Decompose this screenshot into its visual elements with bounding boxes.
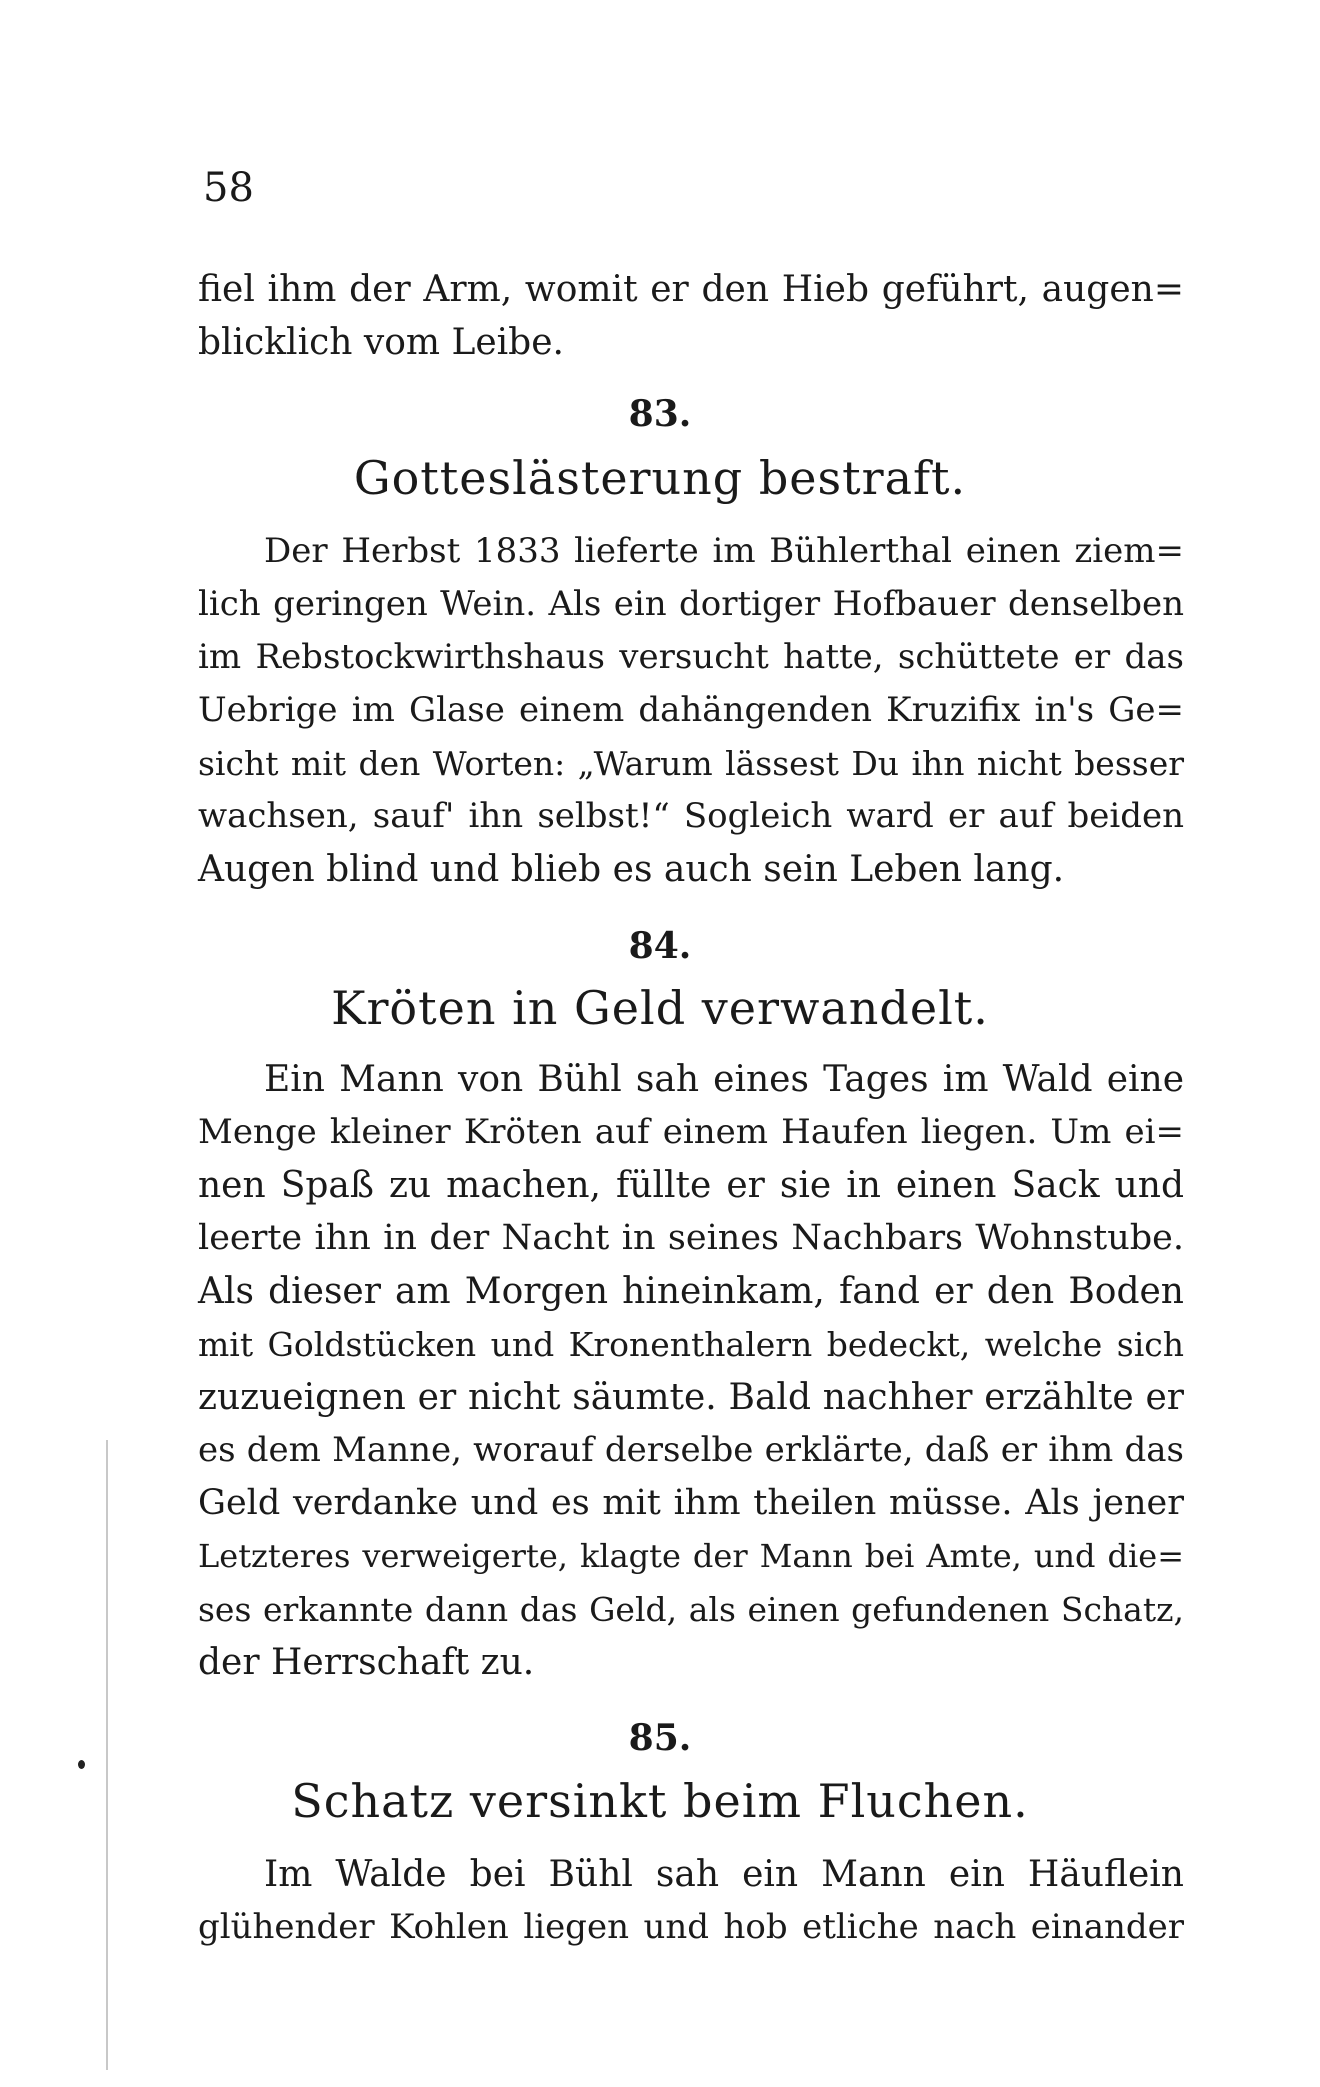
text-line: Der Herbst 1833 lieferte im Bühlerthal einen ziem= xyxy=(264,531,1184,571)
text-line: es dem Manne, worauf derselbe erklärte, daß er ihm das xyxy=(198,1430,1184,1470)
section-paragraph xyxy=(198,1053,1184,1689)
section-title: Gotteslästerung bestraft. xyxy=(353,451,967,505)
text-line: Augen blind und blieb es auch sein Leben lang. xyxy=(198,849,1065,890)
text-line: glühender Kohlen liegen und hob etliche nach einander xyxy=(198,1907,1184,1947)
text-line: Als dieser am Morgen hineinkam, fand er den Boden xyxy=(198,1271,1184,1312)
intro-paragraph xyxy=(198,263,1184,369)
text-line: Uebrige im Glase einem dahängenden Kruzifix in's Ge= xyxy=(198,690,1184,730)
text-line: nen Spaß zu machen, füllte er sie in einen Sack und xyxy=(198,1165,1184,1206)
text-line: ses erkannte dann das Geld, als einen gefundenen Schatz, xyxy=(198,1590,1184,1629)
section-title: Schatz versinkt beim Fluchen. xyxy=(291,1774,1029,1828)
text-line: lich geringen Wein. Als ein dortiger Hofbauer denselben xyxy=(198,584,1184,624)
text-line: fiel ihm der Arm, womit er den Hieb geführt, augen= xyxy=(198,269,1184,310)
text-line: Menge kleiner Kröten auf einem Haufen liegen. Um ei= xyxy=(198,1112,1184,1152)
text-line: Ein Mann von Bühl sah eines Tages im Wald eine xyxy=(264,1059,1184,1100)
text-line: zuzueignen er nicht säumte. Bald nachher erzählte er xyxy=(198,1377,1184,1418)
page-number: 58 xyxy=(203,165,254,211)
section-number: 85. xyxy=(628,1717,692,1759)
text-line: Letzteres verweigerte, klagte der Mann bei Amte, und die= xyxy=(198,1537,1184,1575)
text-line: blicklich vom Leibe. xyxy=(198,322,564,363)
text-line: der Herrschaft zu. xyxy=(198,1642,535,1683)
section-title: Kröten in Geld verwandelt. xyxy=(331,981,989,1035)
section-number: 84. xyxy=(628,925,692,967)
text-line: Im Walde bei Bühl sah ein Mann ein Häuflein xyxy=(264,1854,1184,1895)
text-line: sicht mit den Worten: „Warum lässest Du ihn nicht besser xyxy=(198,744,1184,783)
section-number: 83. xyxy=(628,393,692,435)
scan-edge-line xyxy=(106,1440,108,2070)
ink-spot xyxy=(78,1760,85,1769)
text-line: im Rebstockwirthshaus versucht hatte, schüttete er das xyxy=(198,637,1184,677)
text-line: wachsen, sauf' ihn selbst!“ Sogleich ward er auf beiden xyxy=(198,796,1184,836)
text-line: leerte ihn in der Nacht in seines Nachbars Wohnstube. xyxy=(198,1218,1184,1258)
section-paragraph xyxy=(198,1848,1184,1954)
text-line: mit Goldstücken und Kronenthalern bedeckt, welche sich xyxy=(198,1325,1184,1364)
section-paragraph xyxy=(198,525,1184,896)
text-line: Geld verdanke und es mit ihm theilen müsse. Als jener xyxy=(198,1483,1184,1523)
